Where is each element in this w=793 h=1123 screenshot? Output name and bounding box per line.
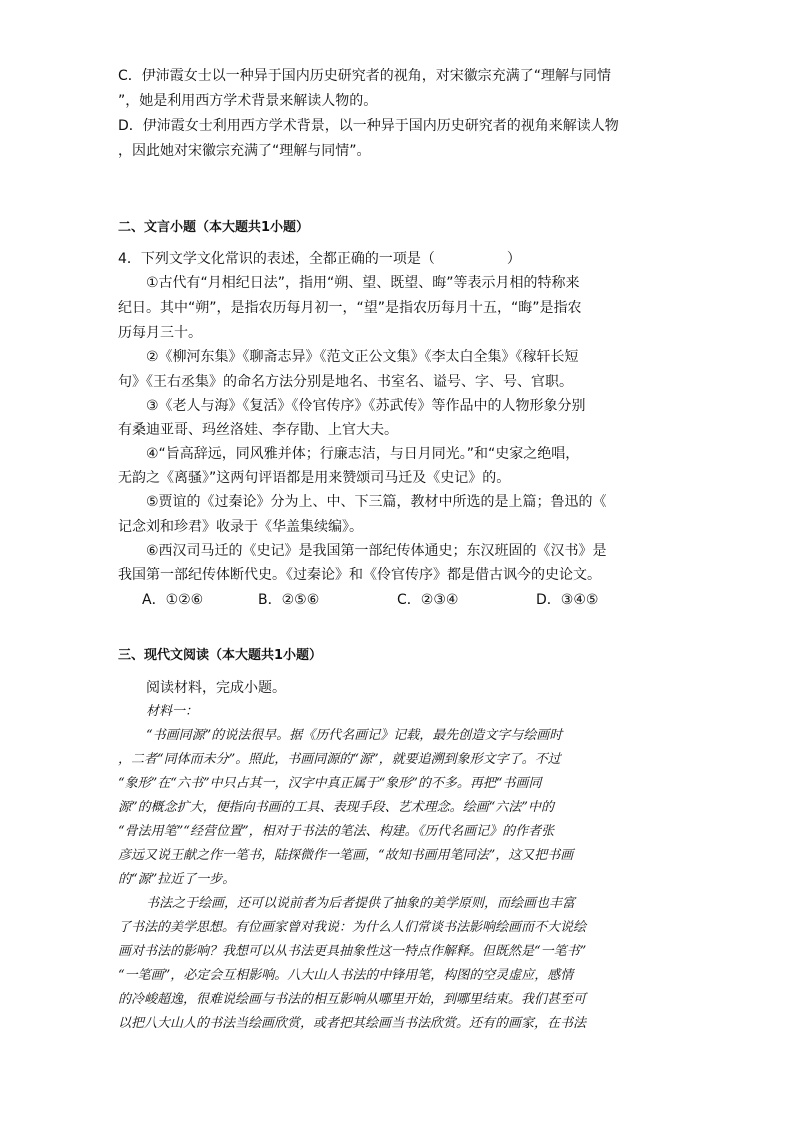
statement-1-line-1: ①古代有“月相纪日法”，指用“朔、望、既望、晦”等表示月相的特称来: [146, 275, 580, 291]
material-label: 材料一：: [146, 704, 199, 719]
statement-2-line-1: ②《柳河东集》《聊斋志异》《范文正公文集》《李太白全集》《稼轩长短: [146, 349, 579, 365]
statement-3-line-1: ③《老人与海》《复活》《伶官传序》《苏武传》等作品中的人物形象分别: [146, 398, 586, 414]
option-b: B．②⑤⑥: [258, 592, 320, 608]
material-paragraph-2-line: 了书法的美学思想。有位画家曾对我说：为什么人们常谈书法影响绘画而不大说绘: [118, 920, 587, 935]
material-paragraph-1-line: “象形”在“六书”中只占其一，汉字中真正属于“象形”的不多。再把“书画同: [118, 776, 542, 791]
statement-6-line-2: 我国第一部纪传体断代史。《过秦论》和《伶官传序》都是借古讽今的史论文。: [118, 567, 601, 583]
option-d-line-1: D．伊沛霞女士利用西方学术背景，以一种异于国内历史研究者的视角来解读人物: [118, 118, 619, 134]
material-paragraph-1-line: ，二者“同体而未分”。照此，书画同源的“源”，就要追溯到象形文字了。不过: [118, 752, 561, 767]
material-paragraph-1-line: “骨法用笔”“经营位置”，相对于书法的笔法、构建。《历代名画记》的作者张: [118, 824, 555, 839]
material-paragraph-2-line: 的冷峻超逸，很难说绘画与书法的相互影响从哪里开始，到哪里结束。我们甚至可: [118, 992, 587, 1007]
option-d-line-2: ，因此她对宋徽宗充满了“理解与同情”。: [118, 143, 371, 159]
option-c-line-1: C．伊沛霞女士以一种异于国内历史研究者的视角，对宋徽宗充满了“理解与同情: [118, 68, 612, 84]
statement-5-line-1: ⑤贾谊的《过秦论》分为上、中、下三篇，教材中所选的是上篇；鲁迅的《: [146, 494, 607, 510]
material-paragraph-1-line: “书画同源”的说法很早。据《历代名画记》记载，最先创造文字与绘画时: [146, 728, 563, 743]
statement-6-line-1: ⑥西汉司马迁的《史记》是我国第一部纪传体通史；东汉班固的《汉书》是: [146, 543, 607, 559]
statement-3-line-2: 有桑迪亚哥、玛丝洛娃、李存勖、上官大夫。: [118, 422, 398, 438]
statement-1-line-2: 纪日。其中“朔”，是指农历每月初一，“望”是指农历每月十五，“晦”是指农: [118, 300, 582, 316]
material-paragraph-2-line: 画对书法的影响？我想可以从书法更具抽象性这一特点作解释。但既然是“一笔书”: [118, 944, 587, 959]
material-paragraph-2-line: 以把八大山人的书法当绘画欣赏，或者把其绘画当书法欣赏。还有的画家，在书法: [118, 1016, 587, 1031]
statement-2-line-2: 句》《王右丞集》的命名方法分别是地名、书室名、谥号、字、号、官职。: [118, 374, 573, 390]
material-paragraph-2-line: “一笔画”，必定会互相影响。八大山人书法的中锋用笔，构图的空灵虚应，感情: [118, 968, 574, 983]
option-d: D．③④⑤: [536, 592, 599, 608]
material-paragraph-1-line: 彦远又说王献之作一笔书，陆探微作一笔画，“故知书画用笔同法”，这又把书画: [118, 848, 574, 863]
option-a: A．①②⑥: [142, 592, 204, 608]
statement-1-line-3: 历每月三十。: [118, 325, 202, 341]
material-paragraph-1-line: 源”的概念扩大，便指向书画的工具、表现手段、艺术理念。绘画“六法”中的: [118, 800, 554, 815]
material-paragraph-1-line: 的“源”拉近了一步。: [118, 872, 236, 887]
question-4-text: 4．下列文学文化常识的表述，全都正确的一项是（: [118, 251, 435, 267]
reading-instruction: 阅读材料，完成小题。: [146, 680, 286, 696]
statement-4-line-2: 无韵之《离骚》”这两句评语都是用来赞颂司马迁及《史记》的。: [118, 470, 511, 486]
option-c-line-2: ”，她是利用西方学术背景来解读人物的。: [118, 93, 378, 109]
question-4-close-paren: ）: [506, 251, 521, 267]
statement-4-line-1: ④“旨高辞远，同风雅并体；行廉志洁，与日月同光。”和“史家之绝唱，: [146, 446, 580, 462]
section-heading-modern-reading: 三、现代文阅读（本大题共1小题）: [118, 648, 323, 663]
option-c: C．②③④: [397, 592, 459, 608]
section-heading-classical: 二、文言小题（本大题共1小题）: [118, 220, 310, 235]
question-4-stem: [118, 250, 521, 268]
material-paragraph-2-line: 书法之于绘画，还可以说前者为后者提供了抽象的美学原则，而绘画也丰富: [146, 896, 576, 911]
statement-5-line-2: 记念刘和珍君》收录于《华盖集续编》。: [118, 519, 363, 535]
